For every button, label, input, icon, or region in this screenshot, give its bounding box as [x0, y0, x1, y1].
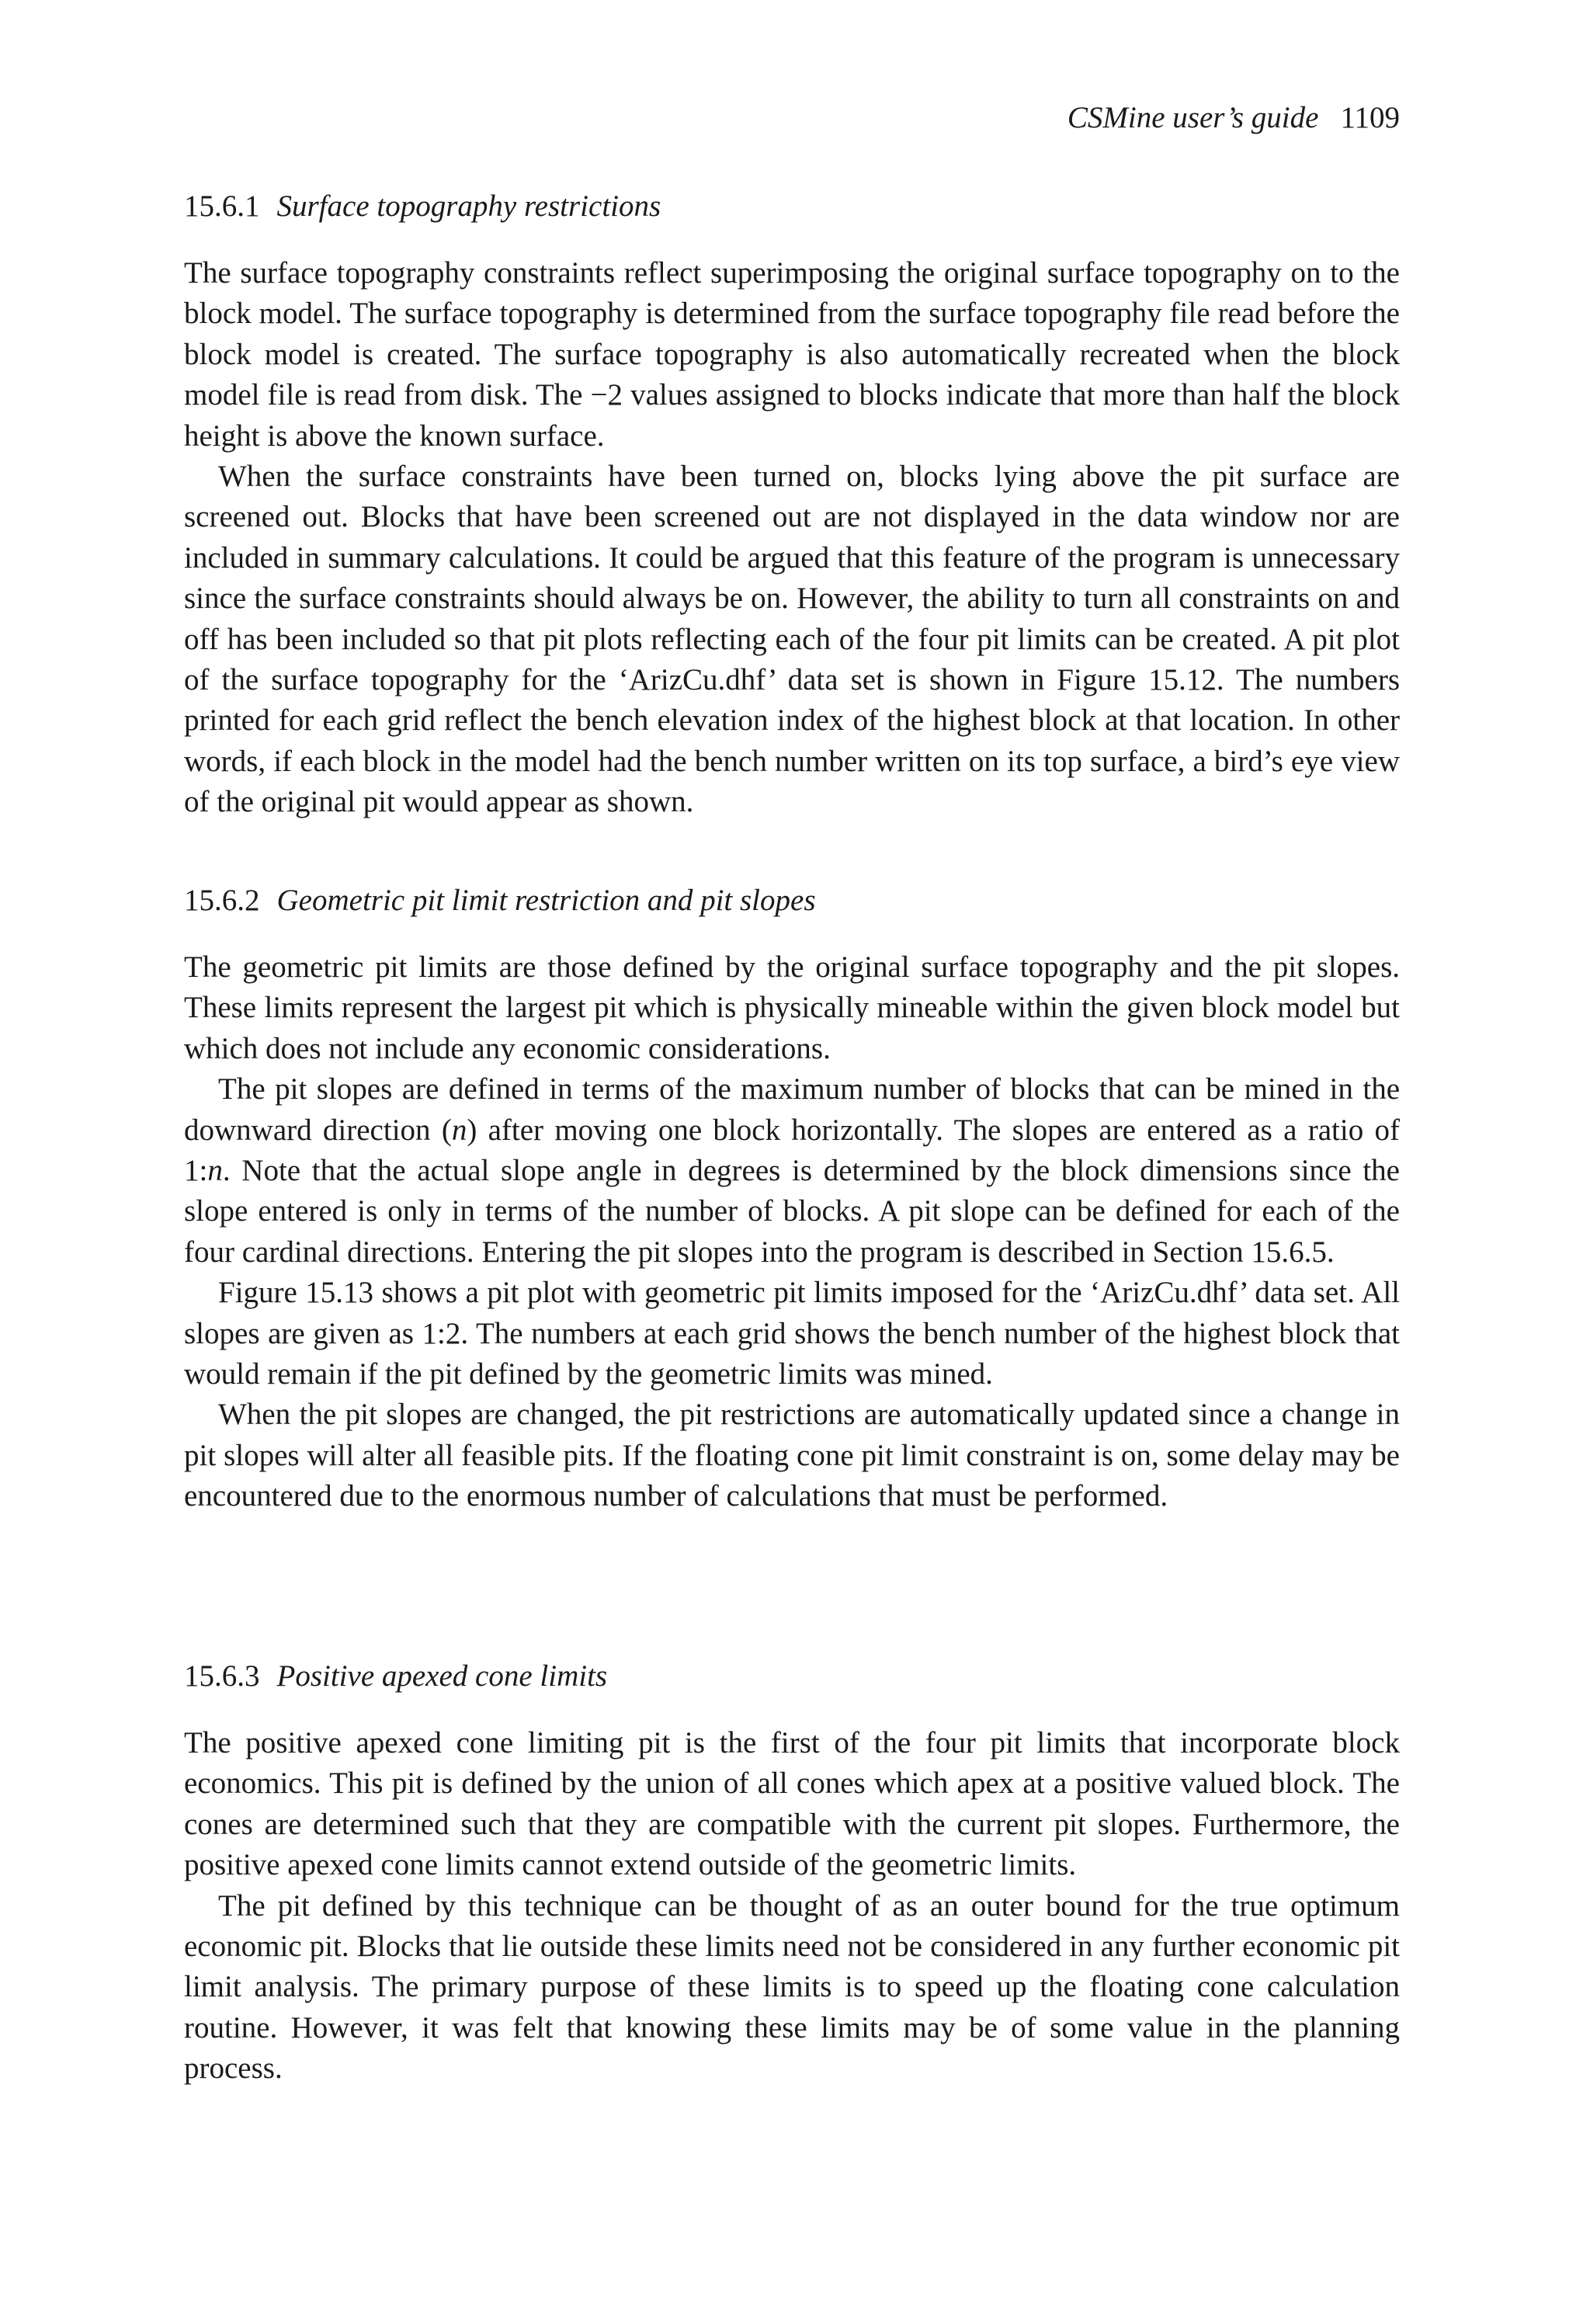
paragraph: The positive apexed cone limiting pit is the first of the four pit limits that incorporate block economics. This pit is defined by the union of all cones which apex at a positive valued block. The cones are determined such that they are compatible with the current pit slopes. Furthermore, the positive apexed cone limits cannot extend outside of the geometric limits. [184, 1726, 1400, 1882]
running-head [1068, 102, 1400, 133]
section-heading [184, 881, 1400, 921]
section-15-6-2 [184, 881, 1400, 1517]
section-number: 15.6.2 [184, 884, 260, 917]
paragraph: The geometric pit limits are those defined by the original surface topography and the pit slopes. These limits represent the largest pit which is physically mineable within the given block model but which does not include any economic considerations. [184, 950, 1400, 1065]
variable-n: n [207, 1154, 223, 1188]
section-number: 15.6.1 [184, 189, 260, 223]
paragraph: When the pit slopes are changed, the pit restrictions are automatically updated since a change in pit slopes will alter all feasible pits. If the floating cone pit limit constraint is on, some delay may be encountered due to the enormous number of calculations that must be performed. [184, 1398, 1400, 1513]
section-title: Positive apexed cone limits [276, 1659, 608, 1693]
section-number: 15.6.3 [184, 1659, 260, 1693]
paragraph-text: The pit slopes are defined in terms of the maximum number of blocks that can be mined in the downward direction ( [184, 1072, 1400, 1147]
paragraph-text: ) after moving one block horizontally. The slopes are entered as a ratio of 1: [184, 1113, 1400, 1188]
page-number: 1109 [1340, 101, 1400, 134]
paragraph: The surface topography constraints reflect superimposing the original surface topography on to the block model. The surface topography is determined from the surface topography file read before the block model is created. The surface topography is also automatically recreated when the block model file is read from disk. The −2 values assigned to blocks indicate that more than half the block height is above the known surface. [184, 256, 1400, 453]
paragraph-pit-slopes [184, 1069, 1400, 1273]
paragraph: The pit defined by this technique can be thought of as an outer bound for the true optimum economic pit. Blocks that lie outside these limits need not be considered in any further economic pit limit analysis. The primary purpose of these limits is to speed up the floating cone calculation routine. However, it was felt that knowing these limits may be of some value in the planning process. [184, 1888, 1400, 2086]
section-body [184, 1723, 1400, 2090]
paragraph: Figure 15.13 shows a pit plot with geometric pit limits imposed for the ‘ArizCu.dhf’ data set. All slopes are given as 1:2. The numbers at each grid shows the bench number of the highest block that would remain if the pit defined by the geometric limits was mined. [184, 1276, 1400, 1391]
section-title: Surface topography restrictions [276, 189, 661, 223]
variable-n: n [451, 1113, 467, 1147]
paragraph: When the surface constraints have been turned on, blocks lying above the pit surface are screened out. Blocks that have been screened out are not displayed in the data window nor are included in summary calculations. It could be argued that this feature of the program is unnecessary since the surface constraints should always be on. However, the ability to turn all constraints on and off has been included so that pit plots reflecting each of the four pit limits can be created. A pit plot of the surface topography for the ‘ArizCu.dhf’ data set is shown in Figure 15.12. The numbers printed for each grid reflect the bench elevation index of the highest block at that location. In other words, if each block in the model had the bench number written on its top surface, a bird’s eye view of the original pit would appear as shown. [184, 460, 1400, 819]
section-title: Geometric pit limit restriction and pit slopes [276, 884, 816, 917]
section-heading [184, 1656, 1400, 1697]
section-15-6-3 [184, 1656, 1400, 2090]
section-body [184, 947, 1400, 1517]
section-heading [184, 186, 1400, 227]
section-15-6-1 [184, 186, 1400, 823]
running-title: CSMine user’s guide [1067, 101, 1319, 134]
paragraph-text: . Note that the actual slope angle in degrees is determined by the block dimensions since the slope entered is only in terms of the number of blocks. A pit slope can be defined for each of the four cardinal directions. Entering the pit slopes into the program is described in Section 15.6.5. [184, 1154, 1400, 1269]
section-body [184, 253, 1400, 823]
